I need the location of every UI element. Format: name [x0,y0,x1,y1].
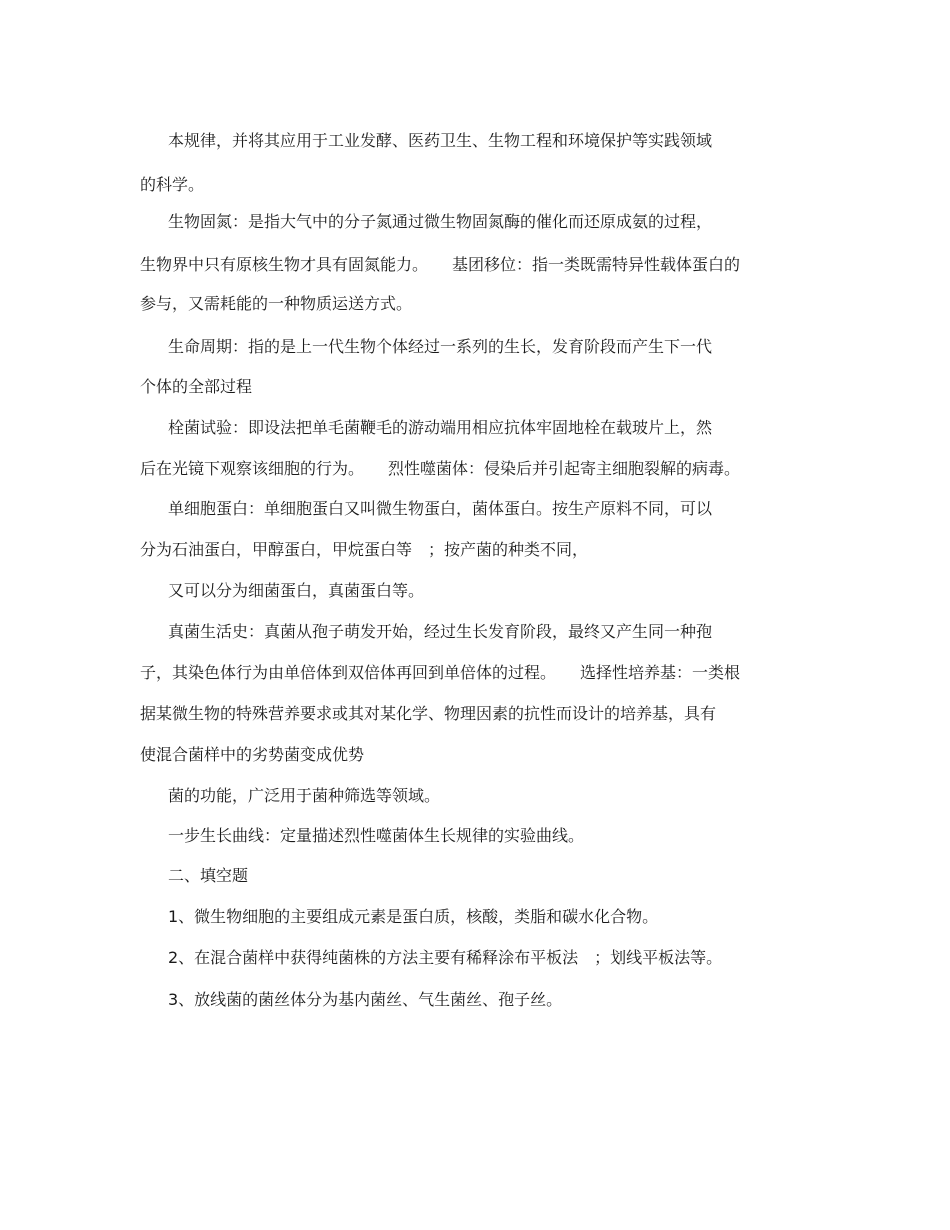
section-heading: 二、填空题 [168,866,249,885]
paragraph-line: 分为石油蛋白，甲醇蛋白，甲烷蛋白等 ；按产菌的种类不同， [140,540,589,559]
paragraph-line: 真菌生活史：真菌从孢子萌发开始，经过生长发育阶段，最终又产生同一种孢 [168,622,713,641]
paragraph-line: 单细胞蛋白：单细胞蛋白又叫微生物蛋白，菌体蛋白。按生产原料不同，可以 [168,499,713,518]
paragraph-line: 据某微生物的特殊营养要求或其对某化学、物理因素的抗性而设计的培养基，具有 [140,704,717,723]
paragraph-line: 生物界中只有原核生物才具有固氮能力。 基团移位：指一类既需特异性载体蛋白的 [140,255,741,274]
paragraph-line: 一步生长曲线：定量描述烈性噬菌体生长规律的实验曲线。 [168,826,585,845]
paragraph-line: 生物固氮：是指大气中的分子氮通过微生物固氮酶的催化而还原成氨的过程， [168,212,713,231]
list-item: 3、放线菌的菌丝体分为基内菌丝、气生菌丝、孢子丝。 [168,990,563,1009]
paragraph-line: 子，其染色体行为由单倍体到双倍体再回到单倍体的过程。 选择性培养基：一类根 [140,663,741,682]
paragraph-line: 使混合菌样中的劣势菌变成优势 [140,745,365,764]
paragraph-line: 后在光镜下观察该细胞的行为。 烈性噬菌体：侵染后并引起寄主细胞裂解的病毒。 [140,459,741,478]
paragraph-line: 栓菌试验：即设法把单毛菌鞭毛的游动端用相应抗体牢固地栓在载玻片上，然 [168,418,713,437]
paragraph-line: 菌的功能，广泛用于菌种筛选等领域。 [168,786,441,805]
paragraph-line: 本规律，并将其应用于工业发酵、医药卫生、生物工程和环境保护等实践领域 [168,131,713,150]
paragraph-line: 生命周期：指的是上一代生物个体经过一系列的生长，发育阶段而产生下一代 [168,337,713,356]
paragraph-line: 个体的全部过程 [140,377,253,396]
list-item: 1、微生物细胞的主要组成元素是蛋白质，核酸，类脂和碳水化合物。 [168,907,659,926]
list-item: 2、在混合菌样中获得纯菌株的方法主要有稀释涂布平板法 ；划线平板法等。 [168,948,723,967]
paragraph-line: 又可以分为细菌蛋白，真菌蛋白等。 [168,581,425,600]
paragraph-line: 的科学。 [140,175,205,194]
paragraph-line: 参与，又需耗能的一种物质运送方式。 [140,294,413,313]
